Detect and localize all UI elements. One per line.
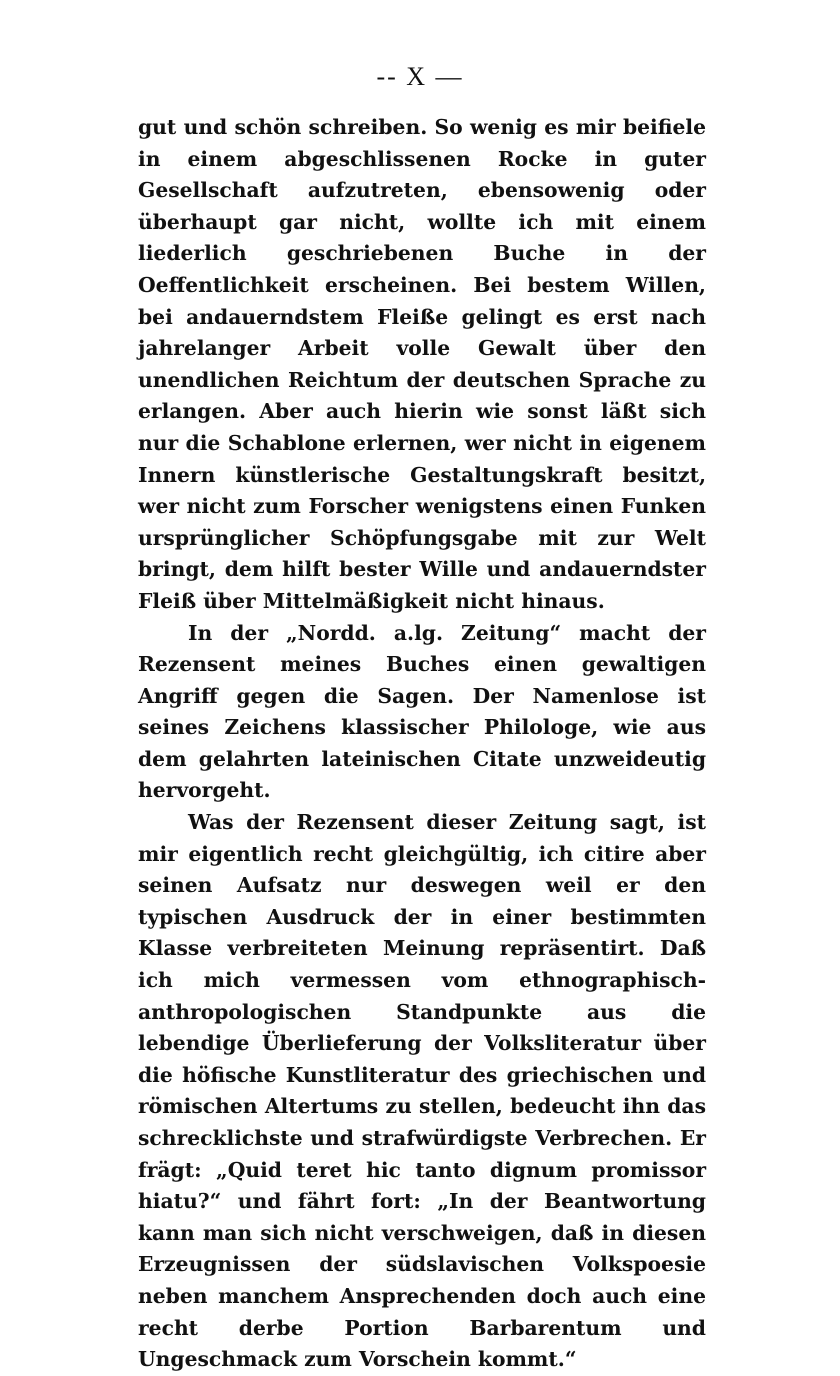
body-text <box>138 112 706 1376</box>
paragraph-3: Was der Rezensent dieser Zeitung sagt, ist mir eigentlich recht gleichgültig, ich citire aber seinen Aufsatz nur deswegen weil er den typischen Ausdruck der in einer bestimmten Klasse verbreiteten Meinung repräsentirt. Daß ich mich vermessen vom ethnographisch-anthropologischen Standpunkte aus die lebendige Überlieferung der Volksliteratur über die höfische Kunstliteratur des griechischen und römischen Altertums zu stellen, bedeucht ihn das schrecklichste und strafwürdigste Verbrechen. Er frägt: „Quid teret hic tanto dignum promissor hiatu?“ und fährt fort: „In der Beantwortung kann man sich nicht verschweigen, daß in diesen Erzeugnissen der südslavischen Volkspoesie neben manchem Ansprechenden doch auch eine recht derbe Portion Barbarentum und Ungeschmack zum Vorschein kommt.“ <box>138 810 706 1372</box>
paragraph-2: In der „Nordd. a.lg. Zeitung“ macht der Rezensent meines Buches einen gewaltigen Angriff gegen die Sagen. Der Namenlose ist seines Zeichens klassischer Philologe, wie aus dem gelahrten lateinischen Citate unzweideutig hervorgeht. <box>138 620 706 803</box>
page-number-header: -- X — <box>376 62 464 91</box>
paragraph-1: gut und schön schreiben. So wenig es mir beifiele in einem abgeschlissenen Rocke in guter Gesellschaft aufzutreten, ebensowenig oder überhaupt gar nicht, wollte ich mit einem liederlich geschriebenen Buche in der Oeffentlichkeit erscheinen. Bei bestem Willen, bei andauerndstem Fleiße gelingt es erst nach jahrelanger Arbeit volle Gewalt über den unendlichen Reichtum der deutschen Sprache zu erlangen. Aber auch hierin wie sonst läßt sich nur die Schablone erlernen, wer nicht in eigenem Innern künstlerische Gestaltungskraft besitzt, wer nicht zum Forscher wenigstens einen Funken ursprünglicher Schöpfungsgabe mit zur Welt bringt, dem hilft bester Wille und andauerndster Fleiß über Mittelmäßigkeit nicht hinaus. <box>138 115 706 613</box>
